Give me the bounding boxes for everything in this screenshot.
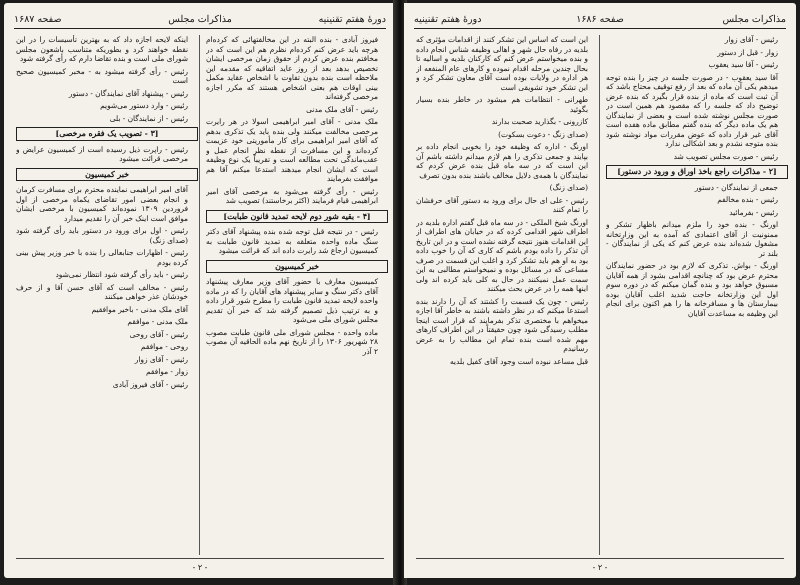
paragraph: رئیس - اظهارات جنابعالی را بنده با خبر وزیر پیش بینی کرده بودم [16,248,188,267]
text-column-left [16,35,198,555]
paragraph: (صدای زنگ - دعوت بسکوت) [498,129,588,139]
paragraph: ماده واحده - مجلس شورای ملی قانون طبابت مصوب ۲۸ شهریور ۱۳۰۶ را از تاریخ نهم ماده الحاقیه آن مصوب ۲ آذر [206,327,378,356]
paragraph: اورنگ - اداره که وظیفه خود را بخوبی انجام داده بر بپایند و جمعی تذکری را هم لازم میدانم داشته باشم آن این است که در سه ماه قبل بنده عرض کردم که نمایندگان با همه‌ی دلایل مخالف باشند بنده بدون تصرف [416,142,588,180]
paragraph: طهرانی - انتظامات هم میشود در خاطر بنده بسیار بگوئید [416,95,588,114]
paragraph: رئیس - بنده مخالفم [717,195,778,204]
paragraph: (صدای زنگ) [549,183,588,192]
page-footer: - ۲ - [192,563,208,572]
paragraph: قبل مساعد نبوده است وجود آقای کفیل بلدیه [449,356,588,366]
page-number: صفحه ۱۶۸۶ [576,14,624,25]
section-heading: [۳ - تصویب یک فقره مرخصی] [16,127,198,141]
left-page [4,3,396,578]
paragraph: رئیس - اول برای ورود در دستور باید رأی گرفته شود (صدای زنگ) [16,226,188,245]
section-heading: [۲ - مذاکرات راجع باخذ اوراق و ورود در دستور] [606,165,788,179]
footer-rule [16,558,384,559]
paragraph: آقا سید یعقوب - در صورت جلسه در چیز را بنده توجه میدهم یکی آن ماده که بعد از رفع توقیف محتاج باشد که آن ثبت است که ماده از بنده قرار بگیرد که بنده عرض توضیح داد که جلسه را که مقصود هم همین است در صورت مجلس نوشته شده است و بعضی از نمایندگان هم یک ماده دیگر که بنده گفتم مطابق ماده هفده است آقای غیر قرار داده که عوض مقررات مواد نوشته شود بنده متوجه نشدم و بعد اشکالی ندارد [606,72,778,148]
paragraph: رئیس - در نتیجه قبل توجه شده بنده پیشنهاد آقای دکتر سنگ ماده واحده متعلقه به تمدید قانون طبابت به کمیسیون ارجاع شد رایرت داده اند که قرائت میشود [206,227,378,255]
paragraph: رئیس - صورت مجلس تصویب شد [673,151,778,161]
paragraph: رئیس - وارد دستور می‌شویم [100,101,188,110]
paragraph: آقای ملک مدنی - باخیر موافقیم [91,304,188,314]
text-column-right [206,35,388,555]
running-head-right-page [414,11,786,29]
paragraph: رئیس - از نمایندگان - بلی [109,113,188,123]
paragraph: جمعی از نمایندگان - دستور [694,182,778,192]
page-footer: - ۲ - [592,563,608,572]
paragraph: رئیس - آقا سید یعقوب [708,60,778,69]
paragraph: رئیس - آقای ملک مدنی [306,104,378,114]
paragraph: فیروز آبادی - بنده البته در این مخالفتهائی که کرده‌ام هرچه باید عرض کنم کرده‌ام نظرم هم این است که در مخافتم بنده عرض کردم از حقوق زمان مرخصی ایشان تخصیص بدهد بعد از روز عاید اتفاقیه که مقدمه این ملاحظه است بنده بدون تفاوت با اشخاص عقاید مکمل بینی اوقات هم بعنی اشخاص هستند که مکرر اجازه مرخصی گرفته‌اند [206,35,378,101]
paragraph: روحی - موافقم [140,342,188,351]
paragraph: رئیس - باید رأی گرفته شود انتظار نمی‌شود [55,270,188,279]
paragraph: زوار - قبل از دستور [717,47,778,57]
section-heading: خبر کمیسیون [206,260,388,274]
paragraph: اورنگ - بنده خود را ملزم میدانم باظهار تشکر و ممنونیت از آقای اعتمادی که آمده به این وزارتخانه مشغول شده‌اند بنده عرض کنم که یکی از نمایندگان - بلند تر [606,220,778,258]
paragraph: آقای امیر ابراهیمی نماینده محترم برای مسافرت کرمان و انجام بعضی امور تقاضای یکماه مرخصی از اول فروردین ۱۳۰۹ نموده‌اند کمیسیون با مرخصی ایشان موافق است اینک خبر آن را تقدیم میدارد [16,185,188,223]
paragraph: رئیس - علی ای حال برای ورود به دستور آقای حرفشان را تمام کنند [416,195,588,214]
section-heading: [۴ - بقیه شور دوم لایحه تمدید قانون طبابت] [206,210,388,224]
paragraph: رئیس - بفرمائید [729,207,778,217]
paragraph: کازرونی - بگذارید صحبت بدارند [491,117,588,126]
paragraph: رئیس - مخالف است که آقای حسن آقا و از حرف خودشان عذر خواهی میکنند [16,282,188,301]
paragraph: این است که اساس این تشکر کنند از اقدامات مؤثری که بلدیه در رفاه حال شهر و اهالی وظیفه شناس انجام داده و بنده میخواستم عرض کنم که کارکنان بلدیه و اسالیه تا بحال چندین مرحله اقدام نموده و کارهای عام المنفعه از هر اداره در ولایات بوده است آقای معاون تشکر کرد و این تشکر خود تشویقی است [416,35,588,92]
text-column-left [416,35,598,555]
paragraph: زوار - موافقم [146,367,188,376]
column-divider [599,35,600,555]
paragraph: رئیس - چون یک قسمت را کشتند که آن را دارند بنده استدعا میکنم که در نظر داشته باشند به خاطر آقا اجازه میخواهم با مختصری تذکر بفرمایند که قرار است اینجا مطلب رسیدگی شود چون حقیقتاً در این اطراف کارهای مهم شده است بنده تمام این مطالب را به عرض رسانیدم [416,296,588,353]
section-heading: خبر کمیسیون [16,168,198,182]
journal-title: مذاکرات مجلس [722,14,786,25]
paragraph: رئیس - آقای زوار [134,354,188,364]
paragraph: کمیسیون معارف با حضور آقای وزیر معارف پیشنهاد آقای دکتر سنگ و سایر پیشنهاد های آقایان را که در ماده واحده لایحه تمدید قانون طبابت را مطرح شور قرار داده و به ترتیب ذیل تصمیم گرفته شد که خبر آن تقدیم مجلس شورای ملی می‌شود [206,277,378,324]
paragraph: اینکه لایحه اجازه داد که به بهترین تأسیسات را در این نقطه خواهند کرد و بطوریکه متناسب باشعون مجلس شورای ملی است و بنده تقاضا دارم که رأی گرفته شود [16,35,188,63]
paragraph: اورنگ شیخ الملکی - در سه ماه قبل گفتم اداره بلدیه در اطراف شهر اقدامی کرده که در خیابان های اطراف از این اقدامات هنوز نتیجه گرفته نشده است و در این تاریخ آن تذکر را داده بودم باشم که کاری که آن را خوب داده بود به او هم باید تشکر کرد و اغلب این قسمت در صرف مساعی که در مسائل بوده و نمیخواستم مطالبی به این سمت عمل نمیکنند در حال به کلی باید کرده اند ولی اینها همه را در عرض بحث میکنند [416,217,588,293]
right-page [404,3,796,578]
footer-rule [416,558,784,559]
paragraph: ملک مدنی - موافقم [127,317,188,326]
text-column-right [606,35,788,555]
session-label: دورهٔ هفتم تقنینیه [414,14,482,25]
paragraph: رئیس - آقای زوار [724,35,778,44]
paragraph: اورنگ - بواش. تذکری که لازم بود در حضور نمایندگان محترم عرض بود که چنانچه اقدامی بشود از همه آقایان مسبوق خواهد بود و بنده گمان میکنم که در دوره سوم اول این وزارتخانه حاجت شدید اغلب آقایان بوده بیمارستان ها و مسافرخانه ها را هم اکنون برای انجام این وظیفه به مساعدت آقایان [606,261,778,318]
paragraph: رئیس - راپرت ذیل رسیده است از کمیسیون عرایض و مرخصی قرائت میشود [16,144,188,163]
paragraph: ملک مدنی - آقای امیر ابراهیمی اسولا در هر رایرت مرخصی مخالفت میکنند ولی بنده باید یک تذکری بدهم که آقای امیر ابراهیمی برای کار مأموریتی خود عزیمت کرده‌اند و این مسافرت از نقطه نظر انجام عمل و عقب‌ماندگی تحت مطالعه است و تقریباً یک نوع وظیفه است که ایشان انجام میدهند استدعا میکنم آقا هم موافقت بفرمایند [206,117,378,183]
paragraph: رئیس - آقای روحی [129,329,188,339]
column-divider [199,35,200,555]
journal-title: مذاکرات مجلس [168,14,232,25]
session-label: دورهٔ هفتم تقنینیه [318,14,386,25]
page-number: صفحه ۱۶۸۷ [14,14,62,25]
paragraph: رئیس - آقای فیروز آبادی [112,379,188,389]
paragraph: رئیس - رأی گرفته می‌شود به مرخصی آقای امیر ابراهیمی قیام فرمایند (اکثر برخاستند) تصویب شد [206,186,378,205]
paragraph: رئیس - رأی گرفته میشود به - مخبر کمیسیون صحیح است [16,66,188,85]
running-head-left-page [14,11,386,29]
paragraph: رئیس - پیشنهاد آقای نمایندگان - دستور [68,88,188,98]
